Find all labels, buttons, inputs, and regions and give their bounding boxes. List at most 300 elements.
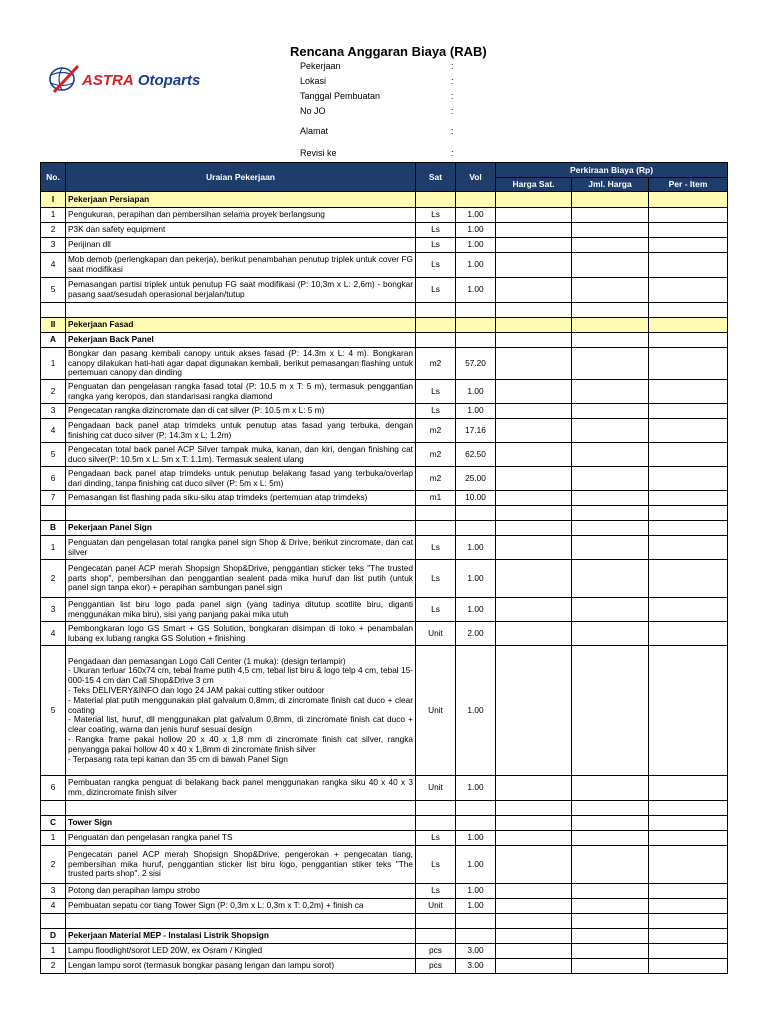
astra-otoparts-logo <box>48 62 201 96</box>
cell-uraian: Perijinan dll <box>66 238 416 253</box>
cell-per-item <box>649 467 728 491</box>
meta-colon: : <box>451 76 454 86</box>
table-row <box>41 419 728 443</box>
meta-colon: : <box>451 61 454 71</box>
cell-no: 6 <box>41 776 66 801</box>
cell-per-item <box>649 622 728 646</box>
cell-harga-sat <box>496 253 572 278</box>
section-row <box>41 318 728 333</box>
cell-no: 6 <box>41 467 66 491</box>
cell-sat: m1 <box>416 491 456 506</box>
cell-jml-harga <box>572 192 649 208</box>
cell-sat: Unit <box>416 622 456 646</box>
cell-vol: 1.00 <box>456 380 496 404</box>
cell-jml-harga <box>572 646 649 776</box>
cell-no: 1 <box>41 831 66 846</box>
cell-harga-sat <box>496 419 572 443</box>
table-row <box>41 443 728 467</box>
cell-uraian: Pemasangan partisi triplek untuk penutup FG saat modifikasi (P: 10,3m x L: 2,6m) - bongkar pasang saat/sesudah operasional berjalan/tutup <box>66 278 416 303</box>
cell-no: 4 <box>41 899 66 914</box>
cell-vol: 57.20 <box>456 348 496 380</box>
cell-per-item <box>649 318 728 333</box>
cell-jml-harga <box>572 899 649 914</box>
cell-vol: 1.00 <box>456 598 496 622</box>
cell-sat: Ls <box>416 223 456 238</box>
cell-sat: pcs <box>416 959 456 974</box>
cell-vol: 62.50 <box>456 443 496 467</box>
cell-jml-harga <box>572 914 649 929</box>
cell-uraian: Penguatan dan pengelasan rangka fasad total (P: 10.5 m x T: 5 m), termasuk penggantian rangka yang keropos, dan standarisasi rangka diamond <box>66 380 416 404</box>
cell-uraian: Pengecatan panel ACP merah Shopsign Shop&Drive, penggantian sticker teks "The trusted parts shop", pembersihan dan penggantian sealent pada mika huruf dan list putih (untuk panel sign tanpa ekor) + perapihan sambungan panel sign <box>66 560 416 598</box>
cell-vol: 1.00 <box>456 536 496 560</box>
cell-vol <box>456 521 496 536</box>
cell-harga-sat <box>496 318 572 333</box>
cell-jml-harga <box>572 303 649 318</box>
meta-label: Alamat <box>300 126 329 136</box>
cell-vol <box>456 929 496 944</box>
cell-harga-sat <box>496 536 572 560</box>
col-no: No. <box>41 163 66 192</box>
cell-harga-sat <box>496 831 572 846</box>
cell-no: 4 <box>41 419 66 443</box>
cell-harga-sat <box>496 846 572 884</box>
cell-per-item <box>649 899 728 914</box>
cell-sat <box>416 801 456 816</box>
col-uraian: Uraian Pekerjaan <box>66 163 416 192</box>
table-row <box>41 491 728 506</box>
cell-per-item <box>649 521 728 536</box>
cell-harga-sat <box>496 914 572 929</box>
cell-sat: m2 <box>416 419 456 443</box>
cell-vol: 25.00 <box>456 467 496 491</box>
cell-vol: 1.00 <box>456 846 496 884</box>
cell-no: 1 <box>41 536 66 560</box>
cell-no: 3 <box>41 238 66 253</box>
cell-uraian: Pekerjaan Material MEP - Instalasi Listrik Shopsign <box>66 929 416 944</box>
cell-uraian: Pekerjaan Fasad <box>66 318 416 333</box>
blank-row <box>41 801 728 816</box>
col-perkiraan: Perkiraan Biaya (Rp) <box>496 163 728 178</box>
meta-colon: : <box>451 106 454 116</box>
meta-label: Lokasi <box>300 76 327 86</box>
meta-row <box>300 76 454 86</box>
cell-uraian <box>66 801 416 816</box>
table-row <box>41 223 728 238</box>
cell-harga-sat <box>496 521 572 536</box>
cell-no <box>41 914 66 929</box>
meta-row <box>300 61 454 71</box>
cell-per-item <box>649 929 728 944</box>
meta-colon: : <box>451 126 454 136</box>
cell-per-item <box>649 491 728 506</box>
blank-row <box>41 506 728 521</box>
col-per-item: Per - Item <box>649 178 728 192</box>
blank-row <box>41 303 728 318</box>
cell-jml-harga <box>572 776 649 801</box>
table-row <box>41 560 728 598</box>
cell-vol: 3.00 <box>456 959 496 974</box>
cell-vol <box>456 801 496 816</box>
table-row <box>41 846 728 884</box>
cell-jml-harga <box>572 238 649 253</box>
cell-harga-sat <box>496 208 572 223</box>
cell-no: 2 <box>41 846 66 884</box>
cell-harga-sat <box>496 467 572 491</box>
cell-jml-harga <box>572 598 649 622</box>
cell-vol: 1.00 <box>456 646 496 776</box>
cell-sat: Ls <box>416 208 456 223</box>
cell-per-item <box>649 380 728 404</box>
cell-uraian: Pengukuran, perapihan dan pembersihan selama proyek berlangsung <box>66 208 416 223</box>
table-row <box>41 899 728 914</box>
cell-sat <box>416 506 456 521</box>
cell-sat: Ls <box>416 380 456 404</box>
cell-sat: Ls <box>416 598 456 622</box>
col-sat: Sat <box>416 163 456 192</box>
cell-jml-harga <box>572 333 649 348</box>
meta-label: Pekerjaan <box>300 61 341 71</box>
cell-per-item <box>649 846 728 884</box>
cell-jml-harga <box>572 419 649 443</box>
cell-per-item <box>649 238 728 253</box>
meta-row <box>300 148 454 158</box>
cell-sat <box>416 333 456 348</box>
cell-per-item <box>649 303 728 318</box>
cell-no: 1 <box>41 348 66 380</box>
cell-per-item <box>649 278 728 303</box>
cell-per-item <box>649 208 728 223</box>
table-row <box>41 944 728 959</box>
cell-harga-sat <box>496 238 572 253</box>
cell-per-item <box>649 419 728 443</box>
cell-vol <box>456 303 496 318</box>
cell-sat: m2 <box>416 467 456 491</box>
document-title: Rencana Anggaran Biaya (RAB) <box>290 44 487 59</box>
cell-sat <box>416 318 456 333</box>
cell-sat: Ls <box>416 536 456 560</box>
table-row <box>41 622 728 646</box>
cell-harga-sat <box>496 404 572 419</box>
meta-colon: : <box>451 91 454 101</box>
cell-vol: 1.00 <box>456 831 496 846</box>
cell-per-item <box>649 884 728 899</box>
cell-no: 7 <box>41 491 66 506</box>
cell-vol: 1.00 <box>456 223 496 238</box>
cell-no: A <box>41 333 66 348</box>
cell-sat: m2 <box>416 443 456 467</box>
cell-uraian: P3K dan safety equipment <box>66 223 416 238</box>
cell-uraian: Pengadaan dan pemasangan Logo Call Center (1 muka): (design terlampir) - Ukuran terluar 160x74 cm, tebal frame putih 4,5 cm, tebal list biru & logo telp 4 cm, tebal 15-000-15 4 cm dan Call Shop&Drive 3 cm - Teks DELIVERY&INFO dan logo 24 JAM pakai cutting stiker outdoor - Material plat putih menggunakan plat galvalum 0,8mm, di zincromate finish cat duco + clear coating - Material list, huruf, dll menggunakan plat galvalum 0,8mm, di zincromate finish cat duco + clear coating, warna dan jenis huruf sesuai design - Rangka frame pakai hollow 20 x 40 x 1,8 mm di zincromate finish cat silver, rangka penyangga pakai hollow 40 x 40 x 1,8mm di zincromate finish silver - Terpasang rata tepi kanan dan 35 cm di bawah Panel Sign <box>66 646 416 776</box>
cell-jml-harga <box>572 443 649 467</box>
table-row <box>41 348 728 380</box>
cell-vol: 1.00 <box>456 560 496 598</box>
cell-uraian: Pembuatan sepatu cor tiang Tower Sign (P: 0,3m x L: 0,3m x T: 0,2m) + finish ca <box>66 899 416 914</box>
cell-jml-harga <box>572 348 649 380</box>
cell-vol <box>456 192 496 208</box>
cell-uraian: Pengecatan total back panel ACP Silver tampak muka, kanan, dan kiri, dengan finishing cat duco silver(P: 10.5m x L: 5m x T: 1.1m). Termasuk sealent ulang <box>66 443 416 467</box>
cell-no <box>41 801 66 816</box>
meta-label: Tanggal Pembuatan <box>300 91 381 101</box>
cell-jml-harga <box>572 208 649 223</box>
cell-sat <box>416 816 456 831</box>
table-row <box>41 380 728 404</box>
cell-uraian <box>66 303 416 318</box>
subsection-row <box>41 521 728 536</box>
cell-per-item <box>649 560 728 598</box>
cell-harga-sat <box>496 348 572 380</box>
cell-no: 4 <box>41 622 66 646</box>
cell-jml-harga <box>572 944 649 959</box>
section-row <box>41 192 728 208</box>
table-row <box>41 404 728 419</box>
cell-sat: Unit <box>416 899 456 914</box>
meta-row <box>300 126 454 136</box>
cell-uraian: Pekerjaan Panel Sign <box>66 521 416 536</box>
cell-vol: 1.00 <box>456 253 496 278</box>
cell-sat <box>416 303 456 318</box>
cell-vol: 1.00 <box>456 238 496 253</box>
cell-per-item <box>649 404 728 419</box>
cell-jml-harga <box>572 404 649 419</box>
cell-harga-sat <box>496 443 572 467</box>
cell-jml-harga <box>572 846 649 884</box>
cell-sat <box>416 192 456 208</box>
cell-per-item <box>649 506 728 521</box>
cell-uraian <box>66 914 416 929</box>
cell-per-item <box>649 598 728 622</box>
cell-vol <box>456 318 496 333</box>
cell-per-item <box>649 333 728 348</box>
cell-uraian: Bongkar dan pasang kembali canopy untuk akses fasad (P: 14.3m x L: 4 m). Bongkaran canopy dilakukan hati-hati agar dapat digunakan kembali, berikut pemasangan flashing untuk pertemuan canopy dan dinding <box>66 348 416 380</box>
subsection-row <box>41 929 728 944</box>
cell-per-item <box>649 959 728 974</box>
cell-jml-harga <box>572 560 649 598</box>
cell-no: 5 <box>41 443 66 467</box>
cell-jml-harga <box>572 253 649 278</box>
col-jml-harga: Jml. Harga <box>572 178 649 192</box>
cell-vol: 17.16 <box>456 419 496 443</box>
subsection-row <box>41 333 728 348</box>
cell-sat: Ls <box>416 253 456 278</box>
cell-sat: Ls <box>416 884 456 899</box>
cell-harga-sat <box>496 380 572 404</box>
cell-vol: 1.00 <box>456 404 496 419</box>
cell-no: 2 <box>41 959 66 974</box>
cell-no: I <box>41 192 66 208</box>
cell-harga-sat <box>496 884 572 899</box>
cell-no: 1 <box>41 208 66 223</box>
cell-jml-harga <box>572 467 649 491</box>
cell-harga-sat <box>496 622 572 646</box>
cell-harga-sat <box>496 646 572 776</box>
table-row <box>41 959 728 974</box>
cell-no <box>41 303 66 318</box>
cell-harga-sat <box>496 598 572 622</box>
cell-no <box>41 506 66 521</box>
cell-per-item <box>649 914 728 929</box>
cell-per-item <box>649 536 728 560</box>
cell-harga-sat <box>496 491 572 506</box>
table-row <box>41 278 728 303</box>
cell-harga-sat <box>496 816 572 831</box>
cell-per-item <box>649 816 728 831</box>
cell-jml-harga <box>572 506 649 521</box>
cell-jml-harga <box>572 521 649 536</box>
cell-uraian: Tower Sign <box>66 816 416 831</box>
cell-uraian: Lengan lampu sorot (termasuk bongkar pasang lengan dan lampu sorot) <box>66 959 416 974</box>
cell-per-item <box>649 192 728 208</box>
cell-no: B <box>41 521 66 536</box>
cell-uraian: Penggantian list biru logo pada panel sign (yang tadinya ditutup scotlite biru, diganti menggunakan mika biru), sisi yang panjang pakai mika utuh <box>66 598 416 622</box>
cell-sat: Ls <box>416 560 456 598</box>
cell-per-item <box>649 646 728 776</box>
cell-no: 3 <box>41 404 66 419</box>
cell-vol: 3.00 <box>456 944 496 959</box>
table-row <box>41 536 728 560</box>
cell-uraian: Pengecatan panel ACP merah Shopsign Shop&Drive, pengerokan + pengecatan tiang, pembersihan mika huruf, penggantian sticker list biru logo, penggantian stiker teks "The trusted parts shop". 2 sisi <box>66 846 416 884</box>
cell-uraian: Pembuatan rangka penguat di belakang back panel menggunakan rangka siku 40 x 40 x 3 mm, dizincromate finish silver <box>66 776 416 801</box>
cell-sat: Ls <box>416 278 456 303</box>
brand-name: ASTRA Otoparts <box>82 72 201 89</box>
cell-vol <box>456 333 496 348</box>
cell-vol: 1.00 <box>456 278 496 303</box>
cell-jml-harga <box>572 816 649 831</box>
cell-vol: 1.00 <box>456 899 496 914</box>
cell-uraian: Pekerjaan Persiapan <box>66 192 416 208</box>
cell-harga-sat <box>496 278 572 303</box>
cell-sat: Ls <box>416 404 456 419</box>
cell-harga-sat <box>496 776 572 801</box>
meta-row <box>300 106 454 116</box>
cell-jml-harga <box>572 622 649 646</box>
cell-no: 5 <box>41 646 66 776</box>
cell-sat <box>416 929 456 944</box>
cell-no: 4 <box>41 253 66 278</box>
cell-no: 2 <box>41 380 66 404</box>
cell-sat: Ls <box>416 846 456 884</box>
cell-uraian: Potong dan perapihan lampu strobo <box>66 884 416 899</box>
cell-jml-harga <box>572 929 649 944</box>
meta-row <box>300 91 454 101</box>
cell-jml-harga <box>572 536 649 560</box>
table-row <box>41 208 728 223</box>
table-row <box>41 253 728 278</box>
cell-jml-harga <box>572 801 649 816</box>
cell-no: 2 <box>41 560 66 598</box>
cell-sat: m2 <box>416 348 456 380</box>
cell-sat: Unit <box>416 776 456 801</box>
cell-vol: 2.00 <box>456 622 496 646</box>
cell-uraian: Mob demob (perlengkapan dan pekerja), berikut penambahan penutup triplek untuk cover FG saat modifikasi <box>66 253 416 278</box>
cell-uraian: Pengecatan rangka dizincromate dan di cat silver (P: 10.5 m x L: 5 m) <box>66 404 416 419</box>
cell-uraian: Pemasangan list flashing pada siku-siku atap trimdeks (pertemuan atap trimdeks) <box>66 491 416 506</box>
meta-label: Revisi ke <box>300 148 337 158</box>
table-row <box>41 598 728 622</box>
subsection-row <box>41 816 728 831</box>
cell-no: 1 <box>41 944 66 959</box>
blank-row <box>41 914 728 929</box>
cell-jml-harga <box>572 278 649 303</box>
cell-vol <box>456 506 496 521</box>
cell-per-item <box>649 348 728 380</box>
cell-no: 5 <box>41 278 66 303</box>
cell-per-item <box>649 223 728 238</box>
cell-harga-sat <box>496 959 572 974</box>
cell-harga-sat <box>496 899 572 914</box>
cell-uraian: Pengadaan back panel atap trimdeks untuk penutup atas fasad yang terbuka, dengan finishing cat duco silver (P: 14.3m x L: 1.2m) <box>66 419 416 443</box>
cell-per-item <box>649 831 728 846</box>
cell-harga-sat <box>496 506 572 521</box>
cell-per-item <box>649 253 728 278</box>
cell-uraian: Penguatan dan pengelasan rangka panel TS <box>66 831 416 846</box>
cell-vol: 10.00 <box>456 491 496 506</box>
table-row <box>41 467 728 491</box>
cell-per-item <box>649 944 728 959</box>
cell-per-item <box>649 443 728 467</box>
col-vol: Vol <box>456 163 496 192</box>
cell-harga-sat <box>496 560 572 598</box>
cell-no: 3 <box>41 884 66 899</box>
cell-uraian <box>66 506 416 521</box>
table-row <box>41 238 728 253</box>
cell-per-item <box>649 776 728 801</box>
cell-uraian: Pembongkaran logo GS Smart + GS Solution, bongkaran disimpan di toko + penambalan lubang ex lubang rangka GS Solution + finishing <box>66 622 416 646</box>
cell-vol <box>456 816 496 831</box>
cell-harga-sat <box>496 333 572 348</box>
col-harga-sat: Harga Sat. <box>496 178 572 192</box>
cell-sat: pcs <box>416 944 456 959</box>
cell-sat: Ls <box>416 238 456 253</box>
cell-uraian: Pekerjaan Back Panel <box>66 333 416 348</box>
cell-harga-sat <box>496 801 572 816</box>
cell-harga-sat <box>496 929 572 944</box>
rab-table <box>40 162 728 974</box>
cell-vol: 1.00 <box>456 776 496 801</box>
cell-harga-sat <box>496 223 572 238</box>
meta-label: No JO <box>300 106 326 116</box>
table-row <box>41 646 728 776</box>
cell-harga-sat <box>496 192 572 208</box>
cell-sat: Ls <box>416 831 456 846</box>
cell-no: II <box>41 318 66 333</box>
cell-uraian: Pengadaan back panel atap trimdeks untuk penutup belakang fasad yang terbuka/overlap dari dinding, tanpa finishing cat duco silver (P: 5m x L: 5m) <box>66 467 416 491</box>
cell-vol: 1.00 <box>456 884 496 899</box>
cell-sat <box>416 914 456 929</box>
table-row <box>41 884 728 899</box>
cell-jml-harga <box>572 491 649 506</box>
cell-no: 3 <box>41 598 66 622</box>
cell-vol <box>456 914 496 929</box>
cell-uraian: Lampu floodlight/sorot LED 20W, ex Osram / Kingled <box>66 944 416 959</box>
cell-vol: 1.00 <box>456 208 496 223</box>
meta-colon: : <box>451 148 454 158</box>
cell-harga-sat <box>496 944 572 959</box>
cell-no: D <box>41 929 66 944</box>
cell-no: 2 <box>41 223 66 238</box>
cell-sat <box>416 521 456 536</box>
cell-jml-harga <box>572 318 649 333</box>
cell-uraian: Penguatan dan pengelasan total rangka panel sign Shop & Drive, berikut zincromate, dan cat silver <box>66 536 416 560</box>
cell-per-item <box>649 801 728 816</box>
cell-jml-harga <box>572 831 649 846</box>
cell-sat: Unit <box>416 646 456 776</box>
cell-jml-harga <box>572 959 649 974</box>
cell-jml-harga <box>572 380 649 404</box>
table-row <box>41 831 728 846</box>
cell-harga-sat <box>496 303 572 318</box>
cell-jml-harga <box>572 884 649 899</box>
cell-jml-harga <box>572 223 649 238</box>
